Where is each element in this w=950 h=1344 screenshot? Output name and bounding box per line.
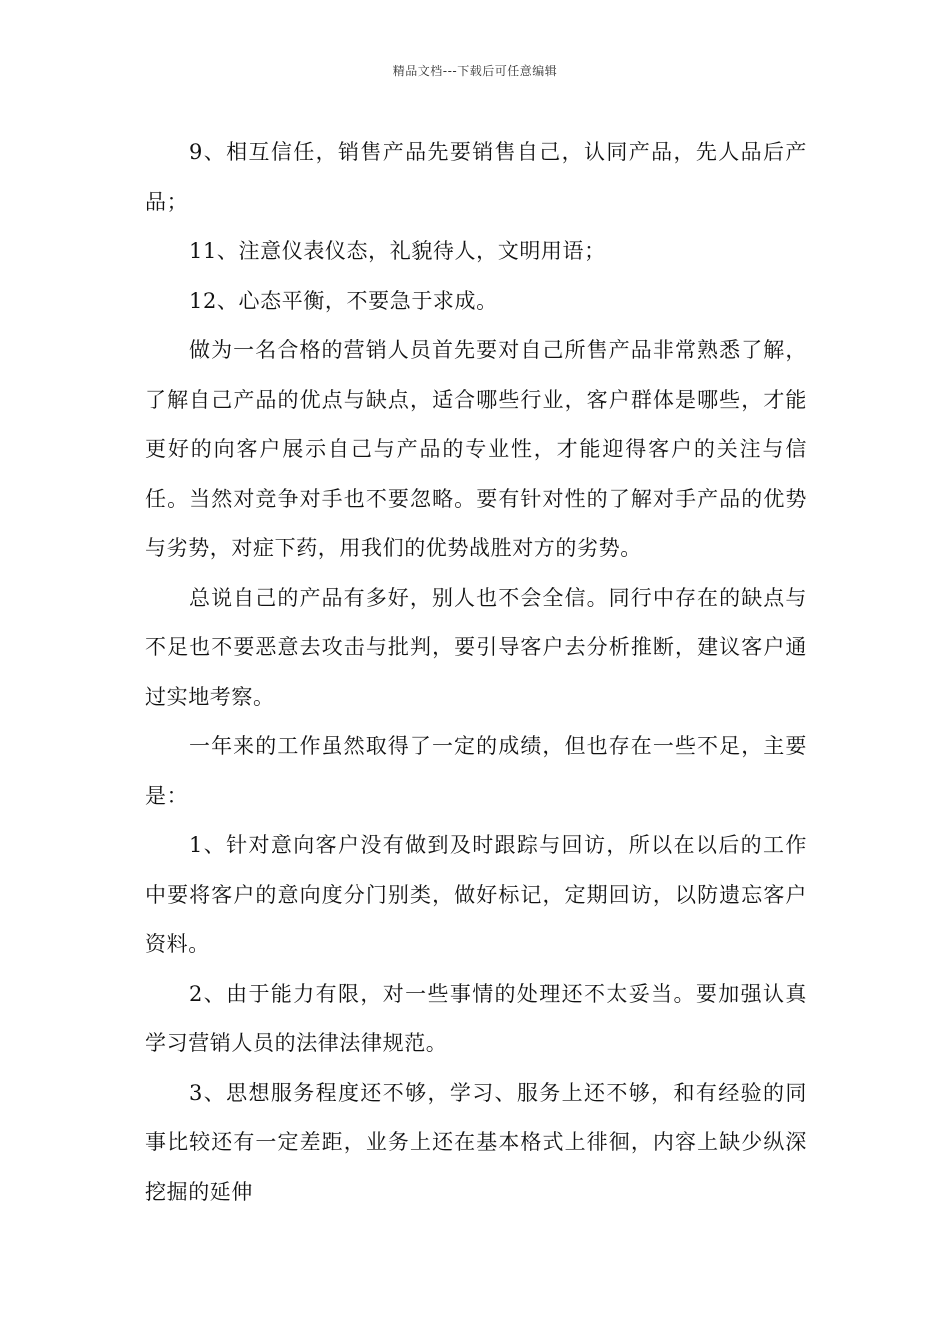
paragraph-item-12: 12、心态平衡，不要急于求成。 (189, 288, 498, 313)
document-body (145, 128, 807, 1217)
paragraph-shortcoming-2: 2、由于能力有限，对一些事情的处理还不太妥当。要加强认真学习营销人员的法律法律规范。 (145, 981, 807, 1055)
paragraph-product-knowledge: 做为一名合格的营销人员首先要对自己所售产品非常熟悉了解，了解自己产品的优点与缺点，适合哪些行业，客户群体是哪些，才能更好的向客户展示自己与产品的专业性，才能迎得客户的关注与信任。当然对竞争对手也不要忽略。要有针对性的了解对手产品的优势与劣势，对症下药，用我们的优势战胜对方的劣势。 (145, 338, 807, 560)
paragraph-shortcomings-intro: 一年来的工作虽然取得了一定的成绩，但也存在一些不足，主要是： (145, 734, 807, 808)
page-header: 精品文档---下载后可任意编辑 (392, 64, 558, 78)
paragraph-shortcoming-3: 3、思想服务程度还不够，学习、服务上还不够，和有经验的同事比较还有一定差距，业务上还在基本格式上徘徊，内容上缺少纵深挖掘的延伸 (145, 1080, 807, 1204)
paragraph-competitors: 总说自己的产品有多好，别人也不会全信。同行中存在的缺点与不足也不要恶意去攻击与批判，要引导客户去分析推断，建议客户通过实地考察。 (145, 585, 807, 709)
paragraph-item-11: 11、注意仪表仪态，礼貌待人，文明用语； (189, 239, 606, 263)
paragraph-item-9: 9、相互信任，销售产品先要销售自己，认同产品，先人品后产品； (145, 140, 807, 214)
paragraph-shortcoming-1: 1、针对意向客户没有做到及时跟踪与回访，所以在以后的工作中要将客户的意向度分门别类，做好标记，定期回访，以防遗忘客户资料。 (145, 833, 807, 956)
